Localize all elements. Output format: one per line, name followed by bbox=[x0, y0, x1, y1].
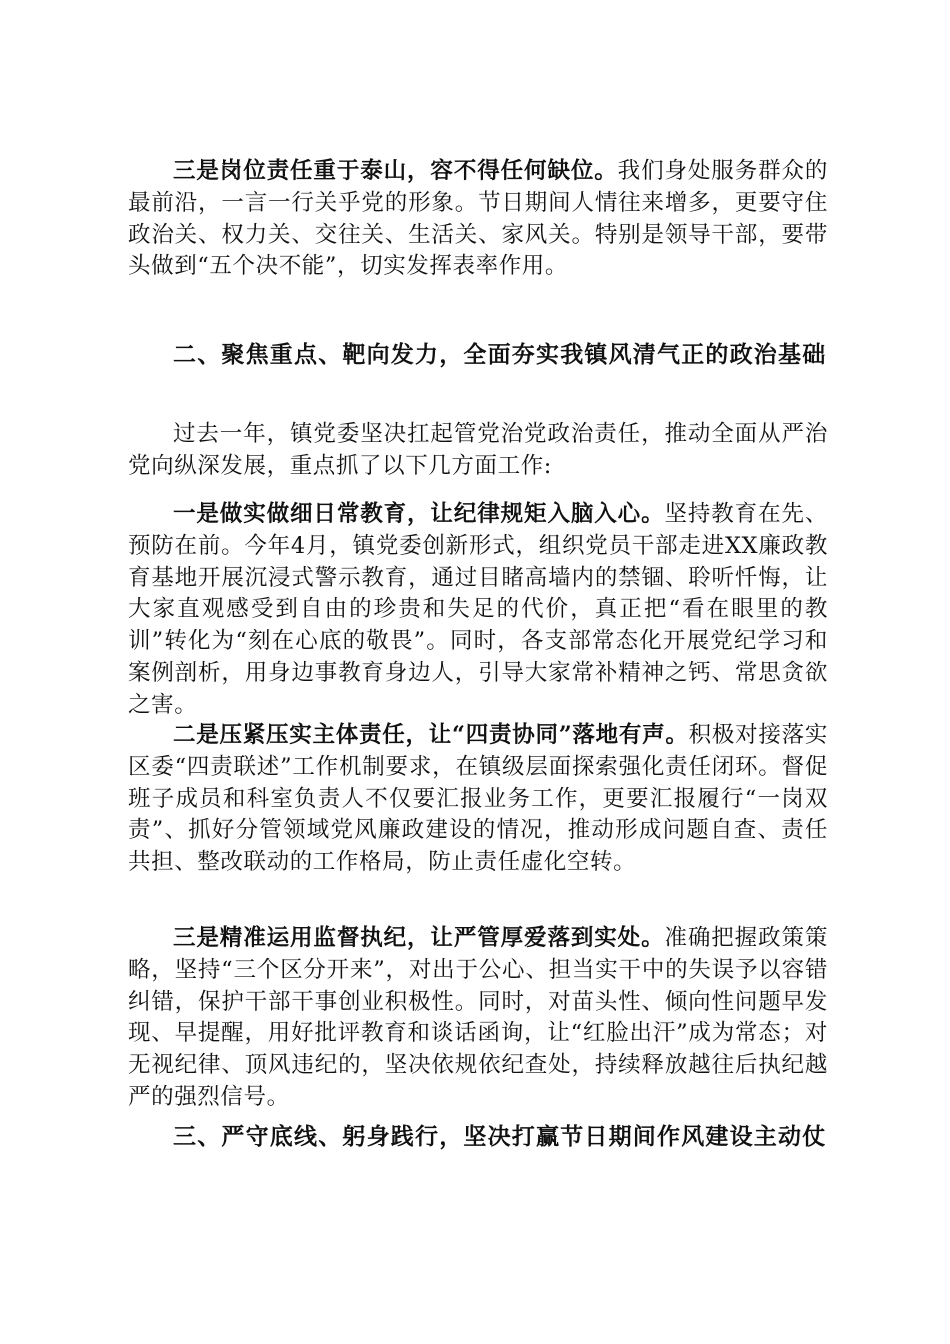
heading-text: 二、聚焦重点、靶向发力，全面夯实我镇风清气正的政治基础 bbox=[173, 341, 827, 368]
paragraph-main-responsibility bbox=[128, 720, 828, 879]
paragraph-daily-education bbox=[128, 499, 828, 722]
paragraph-text: 坚持教育在先、预防在前。今年4月，镇党委创新形式，组织党员干部走进XX廉政教育基地开展沉浸式警示教育，通过目睹高墙内的禁锢、聆听忏悔，让大家直观感受到自由的珍贵和失足的代价，真正把“看在眼里的教训”转化为“刻在心底的敬畏”。同时，各支部常态化开展党纪学习和案例剖析，用身边事教育身边人，引导大家常补精神之钙、常思贪欲之害。 bbox=[128, 501, 828, 718]
paragraph-lead: 三是岗位责任重于泰山，容不得任何缺位。 bbox=[173, 158, 618, 184]
paragraph-text: 积极对接落实区委“四责联述”工作机制要求，在镇级层面探索强化责任闭环。督促班子成员和科室负责人不仅要汇报业务工作，更要汇报履行“一岗双责”、抓好分管领域党风廉政建设的情况，推动形成问题自查、责任共担、整改联动的工作格局，防止责任虚化空转。 bbox=[128, 722, 828, 876]
paragraph-past-year bbox=[128, 419, 828, 483]
paragraph-lead: 一是做实做细日常教育，让纪律规矩入脑入心。 bbox=[173, 501, 665, 527]
paragraph-lead: 二是压紧压实主体责任，让“四责协同”落地有声。 bbox=[173, 722, 689, 748]
paragraph-supervision bbox=[128, 923, 828, 1114]
heading-text: 三、严守底线、躬身践行，坚决打赢节日期间作风建设主动仗 bbox=[173, 1123, 827, 1150]
paragraph-text: 过去一年，镇党委坚决扛起管党治党政治责任，推动全面从严治党向纵深发展，重点抓了以下几方面工作: bbox=[128, 421, 828, 479]
section-heading-2 bbox=[128, 339, 828, 371]
paragraph-text: 准确把握政策策略，坚持“三个区分开来”，对出于公心、担当实干中的失误予以容错纠错，保护干部干事创业积极性。同时，对苗头性、倾向性问题早发现、早提醒，用好批评教育和谈话函询，让“红脸出汗”成为常态；对无视纪律、顶风违纪的，坚决依规依纪查处，持续释放越往后执纪越严的强烈信号。 bbox=[128, 925, 828, 1110]
paragraph-duty-responsibility bbox=[128, 156, 828, 283]
section-heading-3 bbox=[128, 1121, 828, 1153]
paragraph-text: 我们身处服务群众的最前沿，一言一行关乎党的形象。节日期间人情往来增多，更要守住政治关、权力关、交往关、生活关、家风关。特别是领导干部，要带头做到“五个决不能”，切实发挥表率作用。 bbox=[128, 158, 828, 280]
paragraph-lead: 三是精准运用监督执纪，让严管厚爱落到实处。 bbox=[173, 925, 665, 951]
